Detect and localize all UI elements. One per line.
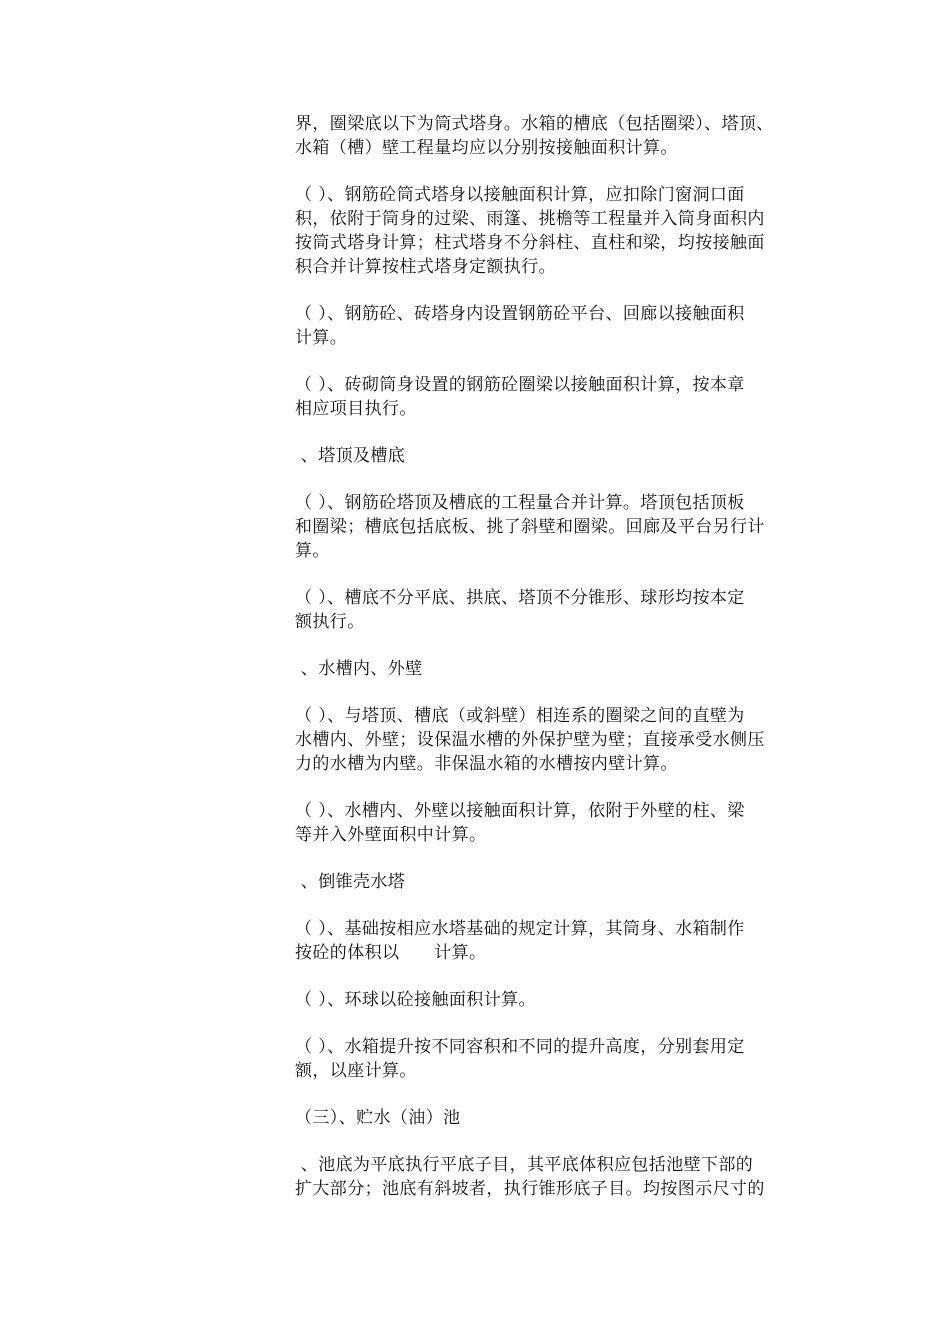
text-line: （ ）、槽底不分平底、拱底、塔顶不分锥形、球形均按本定 (295, 588, 745, 608)
section-heading (295, 657, 815, 681)
text-line: （ ）、砖砌筒身设置的钢筋砼圈梁以接触面积计算，按本章 (295, 375, 745, 395)
text-line: （三）、贮水（油）池 (295, 1108, 461, 1128)
text-line: 额，以座计算。 (295, 1061, 417, 1081)
text-line: 水箱（槽）壁工程量均应以分别按接触面积计算。 (295, 138, 678, 158)
paragraph (295, 988, 815, 1012)
text-line: 额执行。 (295, 612, 365, 632)
text-line: 界，圈梁底以下为筒式塔身。水箱的槽底（包括圈梁）、塔顶、 (295, 114, 774, 134)
paragraph (295, 1035, 815, 1083)
paragraph (295, 917, 815, 965)
paragraph (295, 302, 815, 350)
section-heading (295, 870, 815, 894)
paragraph (295, 183, 815, 279)
section-heading (295, 444, 815, 468)
paragraph (295, 704, 815, 776)
text-line: 扩大部分；池底有斜坡者，执行锥形底子目。均按图示尺寸的 (295, 1179, 765, 1199)
text-line: 水槽内、外壁；设保温水槽的外保护壁为壁；直接承受水侧压 (295, 730, 765, 750)
text-line: 算。 (295, 541, 330, 561)
paragraph (295, 373, 815, 421)
text-line: （ ）、环球以砼接触面积计算。 (295, 990, 536, 1010)
text-line: 积合并计算按柱式塔身定额执行。 (295, 257, 556, 277)
paragraph (295, 491, 815, 563)
text-line: 、塔顶及槽底 (295, 446, 406, 466)
text-line: （ ）、钢筋砼、砖塔身内设置钢筋砼平台、回廊以接触面积 (295, 304, 745, 324)
text-line: （ ）、与塔顶、槽底（或斜壁）相连系的圈梁之间的直壁为 (295, 706, 745, 726)
document-body (295, 112, 815, 1224)
text-line: 按筒式塔身计算；柱式塔身不分斜柱、直柱和梁，均按接触面 (295, 233, 765, 253)
text-line: 相应项目执行。 (295, 399, 417, 419)
text-line: 、池底为平底执行平底子目，其平底体积应包括池壁下部的 (295, 1155, 754, 1175)
paragraph (295, 1153, 815, 1201)
text-line: 积，依附于筒身的过梁、雨篷、挑檐等工程量并入筒身面积内 (295, 209, 765, 229)
text-line: 力的水槽为内壁。非保温水箱的水槽按内壁计算。 (295, 754, 678, 774)
text-line: 按砼的体积以 计算。 (295, 943, 487, 963)
section-heading (295, 1106, 815, 1130)
text-line: （ ）、钢筋砼塔顶及槽底的工程量合并计算。塔顶包括顶板 (295, 493, 745, 513)
text-line: （ ）、基础按相应水塔基础的规定计算，其筒身、水箱制作 (295, 919, 745, 939)
paragraph (295, 586, 815, 634)
text-line: （ ）、水槽内、外壁以接触面积计算，依附于外壁的柱、梁 (295, 801, 745, 821)
paragraph (295, 112, 815, 160)
text-line: 等并入外壁面积中计算。 (295, 825, 487, 845)
text-line: 和圈梁；槽底包括底板、挑了斜壁和圈梁。回廊及平台另行计 (295, 517, 765, 537)
text-line: 、水槽内、外壁 (295, 659, 423, 679)
text-line: （ ）、水箱提升按不同容积和不同的提升高度，分别套用定 (295, 1037, 745, 1057)
text-line: （ ）、钢筋砼筒式塔身以接触面积计算，应扣除门窗洞口面 (295, 185, 745, 205)
text-line: 计算。 (295, 328, 348, 348)
text-line: 、倒锥壳水塔 (295, 872, 406, 892)
paragraph (295, 799, 815, 847)
